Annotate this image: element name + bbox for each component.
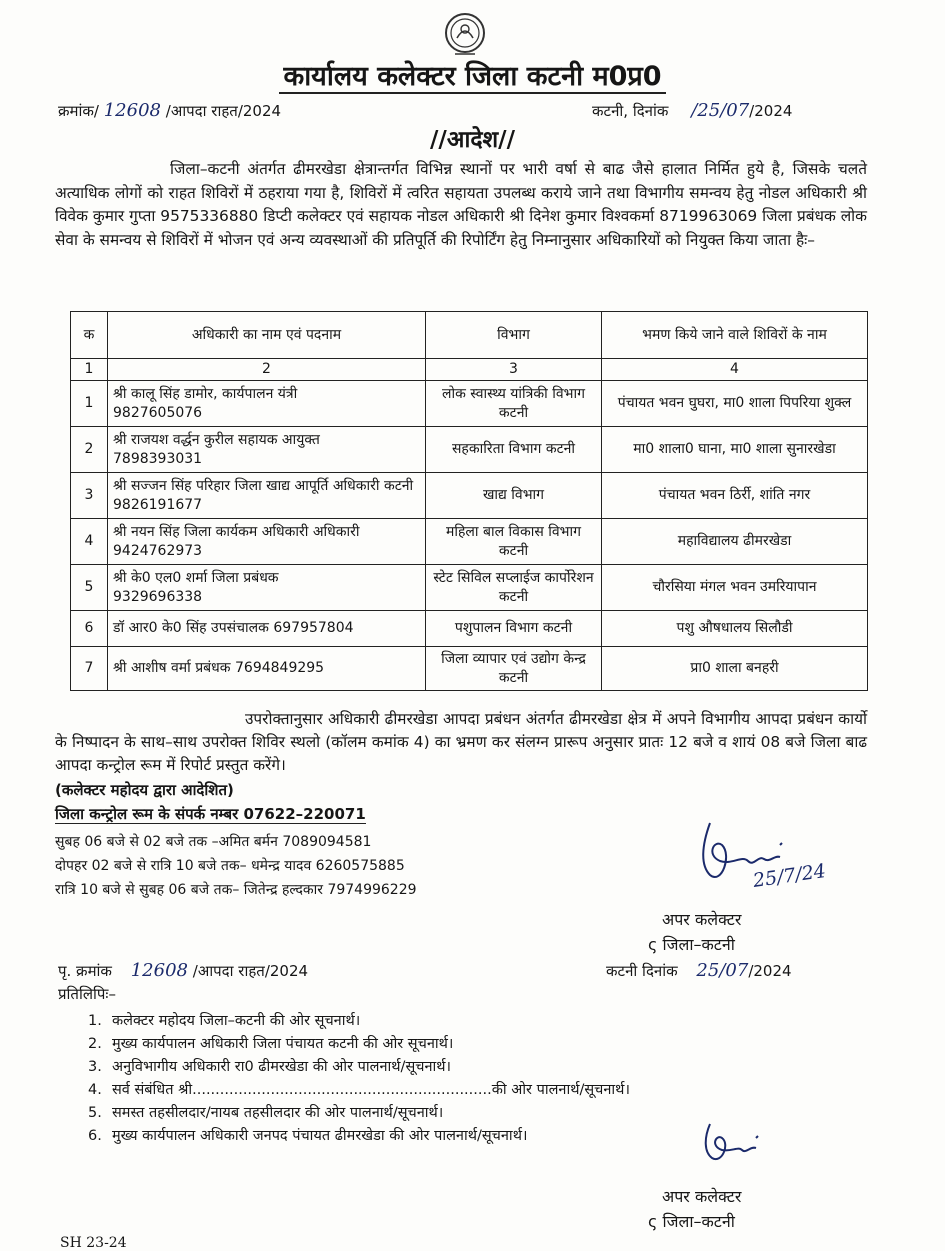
header-department: विभाग xyxy=(426,312,602,359)
row-department: लोक स्वास्थ्य यांत्रिकी विभाग कटनी xyxy=(426,381,602,427)
row-officer: श्री के0 एल0 शर्मा जिला प्रबंधक 9329696338 xyxy=(108,565,426,611)
table-row xyxy=(71,427,868,473)
office-title: कार्यालय कलेक्टर जिला कटनी म0प्र0 xyxy=(0,56,945,93)
row-camps: पशु औषधालय सिलौडी xyxy=(602,611,868,647)
row-department: महिला बाल विकास विभाग कटनी xyxy=(426,519,602,565)
list-item: 6. मुख्य कार्यपालन अधिकारी जनपद पंचायत ढीमरखेडा की ओर पालनार्थ/सूचनार्थ। xyxy=(88,1128,528,1144)
intro-paragraph: जिला–कटनी अंतर्गत ढीमरखेडा क्षेत्रान्तर्गत विभिन्न स्थानों पर भारी वर्षा से बाढ जैसे हालात निर्मित हुये है, जिसके चलते अत्याधिक लोगों को राहत शिविरों में ठहराया गया है, शिविरों में त्वरित सहायता उपलब्ध कराये जाने तथा विभागीय समन्वय हेतु नोडल अधिकारी श्री विवेक कुमार गुप्ता 9575336880 डिप्टी कलेक्टर एवं सहायक नोडल अधिकारी श्री दिनेश कुमार विश्वकर्मा 8719963069 जिला प्रबंधक लोक सेवा के समन्वय से शिविरों में भोजन एवं अन्य व्यवस्थाओं की प्रतिपूर्ति की रिपोर्टिंग हेतु निम्नानुसार अधिकारियों को नियुक्त किया जाता हैः– xyxy=(55,160,867,249)
row-phone: 9329696338 xyxy=(113,588,203,605)
header-serial: क xyxy=(71,312,108,359)
row-camps: प्रा0 शाला बनहरी xyxy=(602,647,868,691)
table-header-row xyxy=(71,312,868,359)
column-number: 4 xyxy=(602,359,868,381)
row-camps: चौरसिया मंगल भवन उमरियापान xyxy=(602,565,868,611)
officers-table xyxy=(70,311,868,691)
closing-paragraph: उपरोक्तानुसार अधिकारी ढीमरखेडा आपदा प्रबंधन अंतर्गत ढीमरखेडा क्षेत्र में अपने विभागीय आपदा प्रबंधन कार्यो के निष्पादन के साथ–साथ उपरोक्त शिविर स्थलो (कॉलम कमांक 4) का भ्रमण कर संलग्न प्रारूप अनुसार प्रातः 12 बजे व शायं 08 बजे जिला बाढ आपदा कन्ट्रोल रूम में रिपोर्ट प्रस्तुत करेंगे। xyxy=(55,710,867,774)
row-department: पशुपालन विभाग कटनी xyxy=(426,611,602,647)
row-serial: 5 xyxy=(71,565,108,611)
order-date: कटनी, दिनांक /25/07/2024 xyxy=(592,100,793,121)
row-phone: 9424762973 xyxy=(113,542,203,559)
column-number: 3 xyxy=(426,359,602,381)
row-serial: 2 xyxy=(71,427,108,473)
row-officer: श्री सज्जन सिंह परिहार जिला खाद्य आपूर्ति अधिकारी कटनी 9826191677 xyxy=(108,473,426,519)
svg-text:25/7/24: 25/7/24 xyxy=(751,859,828,892)
table-row xyxy=(71,611,868,647)
table-row xyxy=(71,519,868,565)
row-department: स्टेट सिविल सप्लाईज कार्पोरेशन कटनी xyxy=(426,565,602,611)
row-department: सहकारिता विभाग कटनी xyxy=(426,427,602,473)
ref-number-handwritten: 12608 xyxy=(103,100,161,121)
footer-code: SH 23-24 xyxy=(60,1235,127,1251)
signature-scrawl-1 xyxy=(692,815,842,900)
table-row xyxy=(71,473,868,519)
table-row xyxy=(71,647,868,691)
row-phone: 9827605076 xyxy=(113,404,203,421)
row-serial: 6 xyxy=(71,611,108,647)
row-department: खाद्य विभाग xyxy=(426,473,602,519)
row-phone: 7694849295 xyxy=(235,660,325,676)
district-1: ς जिला–कटनी xyxy=(648,935,735,954)
table-row xyxy=(71,381,868,427)
order-reference: क्रमांक/ 12608 /आपदा राहत/2024 xyxy=(58,100,282,121)
signature-scrawl-2 xyxy=(700,1120,770,1170)
row-officer: श्री राजयश वर्द्धन कुरील सहायक आयुक्त 7898393031 xyxy=(108,427,426,473)
row-camps: पंचायत भवन ठिर्री, शांति नगर xyxy=(602,473,868,519)
row-serial: 7 xyxy=(71,647,108,691)
row-serial: 3 xyxy=(71,473,108,519)
district-2: ς जिला–कटनी xyxy=(648,1212,735,1231)
column-number: 2 xyxy=(108,359,426,381)
control-room-contact: जिला कन्ट्रोल रूम के संपर्क नम्बर 07622–220071 xyxy=(55,805,366,823)
row-camps: मा0 शाला0 घाना, मा0 शाला सुनारखेडा xyxy=(602,427,868,473)
row-serial: 1 xyxy=(71,381,108,427)
shift-line: दोपहर 02 बजे से रात्रि 10 बजे तक– धमेन्द्र यादव 6260575885 xyxy=(55,858,405,874)
row-officer: डॉ आर0 के0 सिंह उपसंचालक 697957804 xyxy=(108,611,426,647)
shift-line: सुबह 06 बजे से 02 बजे तक –अमित बर्मन 7089094581 xyxy=(55,834,372,850)
designation-1: अपर कलेक्टर xyxy=(662,910,742,929)
ordered-by-line: (कलेक्टर महोदय द्वारा आदेशित) xyxy=(55,781,234,799)
column-number: 1 xyxy=(71,359,108,381)
column-number-row xyxy=(71,359,868,381)
header-camps: भमण किये जाने वाले शिविरों के नाम xyxy=(602,312,868,359)
row-camps: महाविद्यालय ढीमरखेडा xyxy=(602,519,868,565)
row-officer: श्री नयन सिंह जिला कार्यकम अधिकारी अधिकारी 9424762973 xyxy=(108,519,426,565)
row-department: जिला व्यापार एवं उद्योग केन्द्र कटनी xyxy=(426,647,602,691)
copy-date: कटनी दिनांक 25/07/2024 xyxy=(606,960,792,981)
list-item: 3. अनुविभागीय अधिकारी रा0 ढीमरखेडा की ओर पालनार्थ/सूचनार्थ। xyxy=(88,1059,452,1075)
list-item: 1. कलेक्टर महोदय जिला–कटनी की ओर सूचनार्थ। xyxy=(88,1013,361,1029)
row-phone: 9826191677 xyxy=(113,496,203,513)
government-emblem-icon xyxy=(443,12,487,58)
list-item: 5. समस्त तहसीलदार/नायब तहसीलदार की ओर पालनार्थ/सूचनार्थ। xyxy=(88,1105,444,1121)
order-heading: //आदेश// xyxy=(430,127,515,153)
copy-reference: पृ. क्रमांक 12608 /आपदा राहत/2024 xyxy=(58,960,309,981)
copy-list xyxy=(88,1010,630,1148)
row-serial: 4 xyxy=(71,519,108,565)
row-phone: 7898393031 xyxy=(113,450,203,467)
header-officer: अधिकारी का नाम एवं पदनाम xyxy=(108,312,426,359)
list-item: 4. सर्व संबंधित श्री.................................................................की ओर पालनार्थ/सूचनार्थ। xyxy=(88,1082,630,1098)
list-item: 2. मुख्य कार्यपालन अधिकारी जिला पंचायत कटनी की ओर सूचनार्थ। xyxy=(88,1036,454,1052)
shift-line: रात्रि 10 बजे से सुबह 06 बजे तक– जितेन्द्र हल्दकार 7974996229 xyxy=(55,882,417,898)
table-row xyxy=(71,565,868,611)
designation-2: अपर कलेक्टर xyxy=(662,1187,742,1206)
row-camps: पंचायत भवन घुघरा, मा0 शाला पिपरिया शुक्ल xyxy=(602,381,868,427)
row-officer: श्री कालू सिंह डामोर, कार्यपालन यंत्री 9827605076 xyxy=(108,381,426,427)
row-officer: श्री आशीष वर्मा प्रबंधक 7694849295 xyxy=(108,647,426,691)
copy-heading: प्रतिलिपिः– xyxy=(58,985,116,1003)
row-phone: 697957804 xyxy=(273,620,354,636)
